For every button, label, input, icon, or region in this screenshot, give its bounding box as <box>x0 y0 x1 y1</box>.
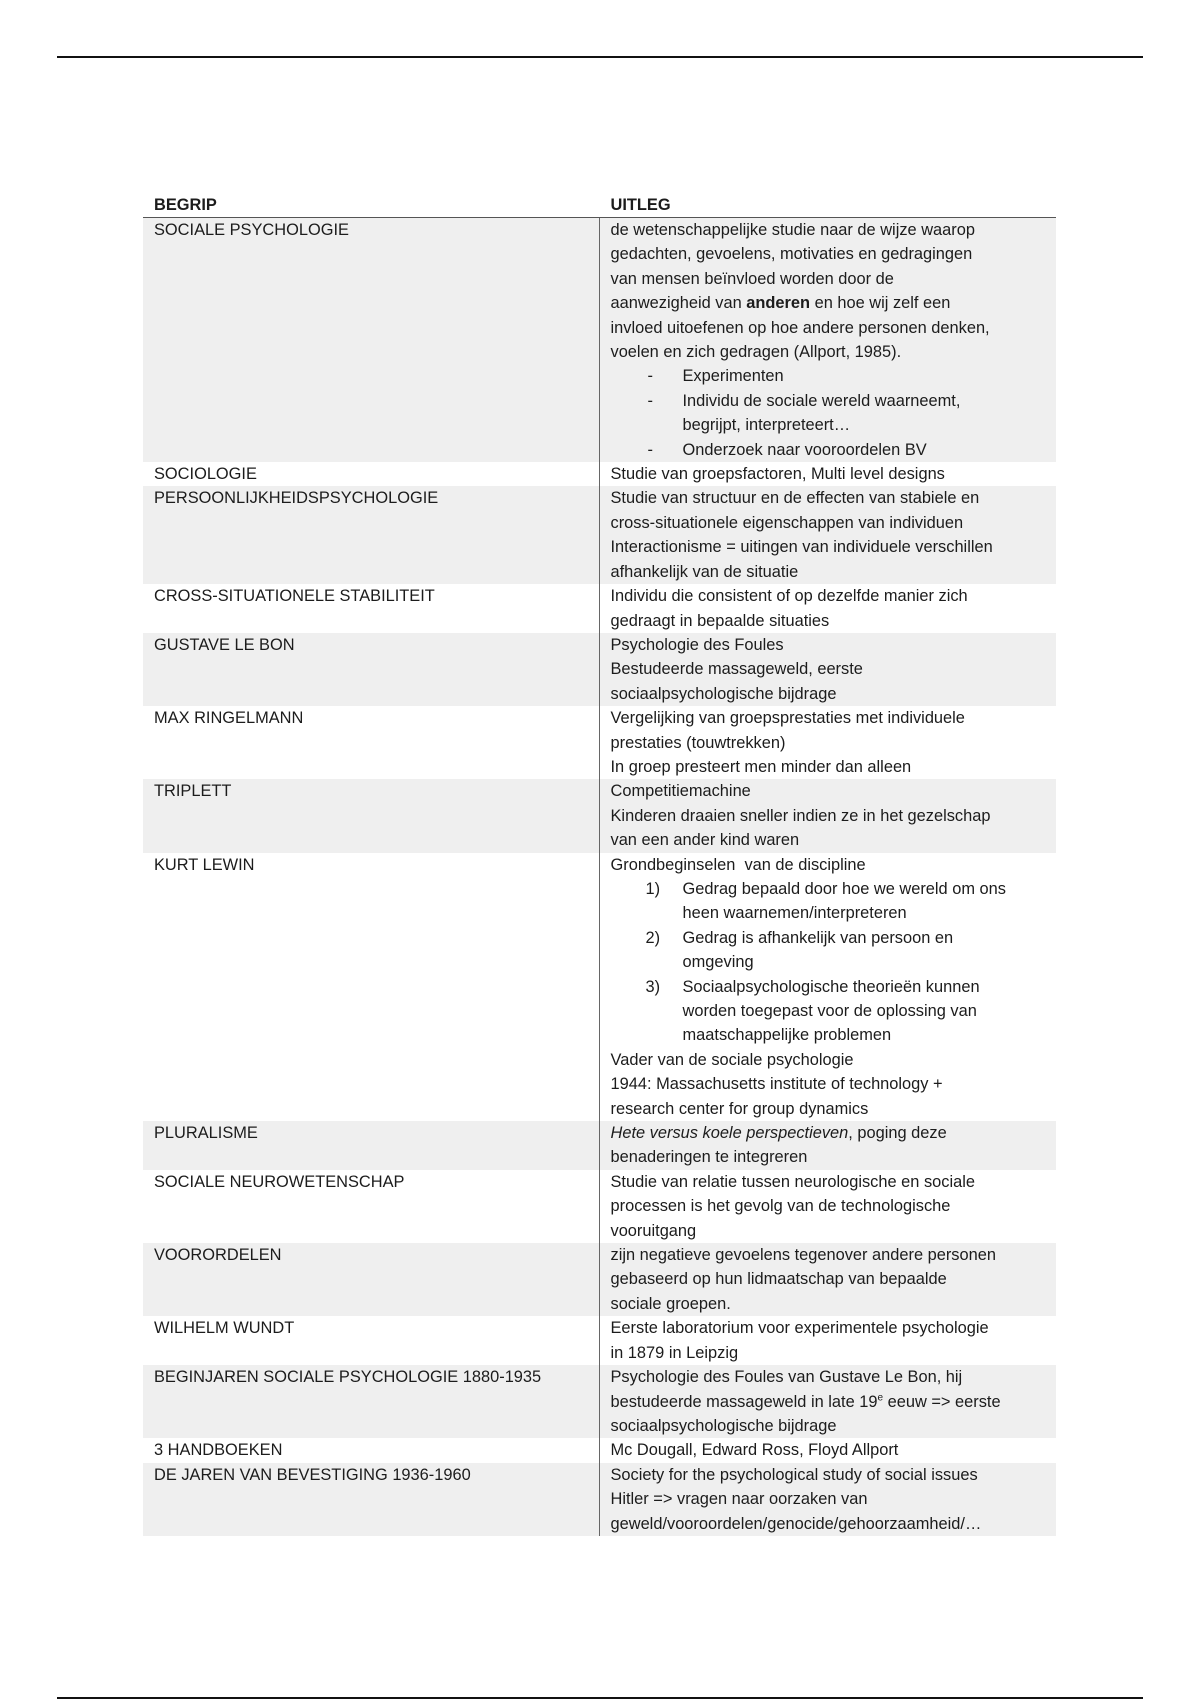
list-item-text: Gedrag bepaald door hoe we wereld om ons heen waarnemen/interpreteren <box>682 879 1006 923</box>
explanation-line: geweld/vooroordelen/genocide/gehoorzaamheid/… <box>610 1514 982 1533</box>
text-run: bestudeerde massageweld in late 19 <box>610 1392 878 1411</box>
explanation-line: research center for group dynamics <box>610 1099 869 1118</box>
table-row <box>143 633 1056 706</box>
list-item-text: Onderzoek naar vooroordelen BV <box>682 440 927 459</box>
explanation-line: invloed uitoefenen op hoe andere personen denken, <box>610 318 990 337</box>
term-cell: KURT LEWIN <box>154 855 255 874</box>
list-item-text: Gedrag is afhankelijk van persoon en omgeving <box>682 928 954 972</box>
bold-word: anderen <box>746 294 811 313</box>
explanation-line: van een ander kind waren <box>610 831 800 850</box>
page-top-rule <box>57 56 1143 58</box>
explanation-line: Kinderen draaien sneller indien ze in het gezelschap <box>610 806 991 825</box>
number-marker: 3) <box>645 977 661 996</box>
text-run: , poging deze <box>848 1124 947 1143</box>
explanation-line: Interactionisme = uitingen van individuele verschillen <box>610 538 993 557</box>
table-row <box>143 1365 1056 1438</box>
term-cell: GUSTAVE LE BON <box>143 633 599 706</box>
number-marker: 2) <box>645 928 661 947</box>
explanation-cell <box>599 633 1056 706</box>
explanation-cell <box>599 1170 1056 1243</box>
term-cell: TRIPLETT <box>143 779 599 852</box>
explanation-line: sociale groepen. <box>610 1294 731 1313</box>
term-cell: SOCIALE NEUROWETENSCHAP <box>154 1172 405 1191</box>
explanation-line: zijn negatieve gevoelens tegenover andere personen <box>610 1246 996 1265</box>
term-cell: DE JAREN VAN BEVESTIGING 1936-1960 <box>143 1463 599 1536</box>
explanation-cell <box>599 779 1056 852</box>
number-marker: 1) <box>645 879 661 898</box>
table-row <box>143 584 1056 633</box>
explanation-line: Bestudeerde massageweld, eerste <box>610 660 863 679</box>
table-row <box>143 1170 1056 1243</box>
table-header-row <box>143 190 1056 218</box>
explanation-line: in 1879 in Leipzig <box>610 1343 739 1362</box>
bullet-list <box>611 364 1045 462</box>
term-cell: CROSS-SITUATIONELE STABILITEIT <box>154 587 435 606</box>
explanation-line: voelen en zich gedragen (Allport, 1985). <box>610 343 902 362</box>
table-row <box>143 1316 1056 1365</box>
explanation-line: Competitiemachine <box>610 782 751 801</box>
text-run: aanwezigheid van <box>610 294 747 313</box>
explanation-line: cross-situationele eigenschappen van individuen <box>610 513 964 532</box>
explanation-line: Psychologie des Foules van Gustave Le Bon, hij <box>610 1368 963 1387</box>
page-bottom-rule <box>57 1697 1143 1699</box>
term-cell: VOORORDELEN <box>143 1243 599 1316</box>
explanation-line: prestaties (touwtrekken) <box>610 733 786 752</box>
italic-phrase: Hete versus koele perspectieven <box>610 1124 849 1143</box>
explanation-line: 1944: Massachusetts institute of technology + <box>610 1075 943 1094</box>
explanation-cell <box>599 486 1056 584</box>
explanation-line: Eerste laboratorium voor experimentele psychologie <box>610 1319 989 1338</box>
table-row <box>143 706 1056 779</box>
explanation-cell <box>599 1438 1056 1462</box>
list-item <box>611 877 1045 926</box>
explanation-cell <box>599 584 1056 633</box>
list-item <box>611 364 1045 388</box>
column-header-term: BEGRIP <box>143 190 599 218</box>
explanation-line: Studie van groepsfactoren, Multi level designs <box>610 465 945 484</box>
explanation-line: van mensen beïnvloed worden door de <box>610 269 894 288</box>
explanation-line: Studie van structuur en de effecten van stabiele en <box>610 489 980 508</box>
explanation-line: Hitler => vragen naar oorzaken van <box>610 1490 868 1509</box>
column-header-explanation: UITLEG <box>599 190 1056 218</box>
text-run: eeuw => eerste <box>883 1392 1001 1411</box>
explanation-line <box>611 291 1045 315</box>
explanation-cell <box>599 462 1056 486</box>
explanation-line: sociaalpsychologische bijdrage <box>610 1416 837 1435</box>
explanation-line: vooruitgang <box>610 1221 697 1240</box>
explanation-line: Mc Dougall, Edward Ross, Floyd Allport <box>610 1441 899 1460</box>
table-row <box>143 486 1056 584</box>
term-cell: PLURALISME <box>143 1121 599 1170</box>
explanation-line: In groep presteert men minder dan alleen <box>610 757 912 776</box>
explanation-line: gedachten, gevoelens, motivaties en gedragingen <box>610 245 973 264</box>
explanation-line <box>611 1121 1045 1145</box>
table-row <box>143 853 1056 1121</box>
explanation-cell <box>599 706 1056 779</box>
dash-marker: - <box>647 367 653 386</box>
text-run: en hoe wij zelf een <box>810 294 951 313</box>
numbered-list <box>611 877 1045 1048</box>
explanation-line: gedraagt in bepaalde situaties <box>610 611 830 630</box>
list-item <box>611 975 1045 1048</box>
table-row <box>143 462 1056 486</box>
table-row <box>143 779 1056 852</box>
explanation-line: benaderingen te integreren <box>610 1148 808 1167</box>
table-row <box>143 1121 1056 1170</box>
term-cell: WILHELM WUNDT <box>154 1319 295 1338</box>
list-item <box>611 438 1045 462</box>
list-item-text: Sociaalpsychologische theorieën kunnen worden toegepast voor de oplossing van maatschappelijke problemen <box>682 977 980 1045</box>
superscript: e <box>877 1392 884 1404</box>
explanation-cell <box>599 1243 1056 1316</box>
table-row <box>143 218 1056 463</box>
explanation-line: Psychologie des Foules <box>610 635 784 654</box>
list-item-text: Individu de sociale wereld waarneemt, begrijpt, interpreteert… <box>682 391 961 435</box>
list-item-text: Experimenten <box>682 367 784 386</box>
term-cell: SOCIOLOGIE <box>154 465 257 484</box>
glossary-table <box>143 190 1056 1536</box>
explanation-cell <box>599 218 1056 463</box>
dash-marker: - <box>647 440 653 459</box>
explanation-cell <box>599 1121 1056 1170</box>
term-cell: SOCIALE PSYCHOLOGIE <box>143 218 599 463</box>
explanation-cell <box>599 1365 1056 1438</box>
explanation-line <box>611 1390 1045 1414</box>
list-item <box>611 926 1045 975</box>
term-cell: BEGINJAREN SOCIALE PSYCHOLOGIE 1880-1935 <box>143 1365 599 1438</box>
term-cell: PERSOONLIJKHEIDSPSYCHOLOGIE <box>143 486 599 584</box>
explanation-line: Vergelijking van groepsprestaties met individuele <box>610 709 965 728</box>
explanation-line: Vader van de sociale psychologie <box>610 1050 854 1069</box>
table-row <box>143 1243 1056 1316</box>
explanation-cell <box>599 853 1056 1121</box>
explanation-line: processen is het gevolg van de technologische <box>610 1197 951 1216</box>
explanation-line: sociaalpsychologische bijdrage <box>610 684 837 703</box>
term-cell: 3 HANDBOEKEN <box>154 1441 283 1460</box>
dash-marker: - <box>647 391 653 410</box>
explanation-line: gebaseerd op hun lidmaatschap van bepaalde <box>610 1270 947 1289</box>
explanation-cell <box>599 1463 1056 1536</box>
explanation-line: Society for the psychological study of social issues <box>610 1465 978 1484</box>
explanation-cell <box>599 1316 1056 1365</box>
table-row <box>143 1463 1056 1536</box>
explanation-line: afhankelijk van de situatie <box>610 562 799 581</box>
explanation-line: Studie van relatie tussen neurologische en sociale <box>610 1172 975 1191</box>
explanation-line: Grondbeginselen van de discipline <box>610 855 866 874</box>
explanation-line: Individu die consistent of op dezelfde manier zich <box>610 587 968 606</box>
explanation-line: de wetenschappelijke studie naar de wijze waarop <box>610 221 975 239</box>
list-item <box>611 389 1045 438</box>
table-row <box>143 1438 1056 1462</box>
term-cell: MAX RINGELMANN <box>154 709 304 728</box>
